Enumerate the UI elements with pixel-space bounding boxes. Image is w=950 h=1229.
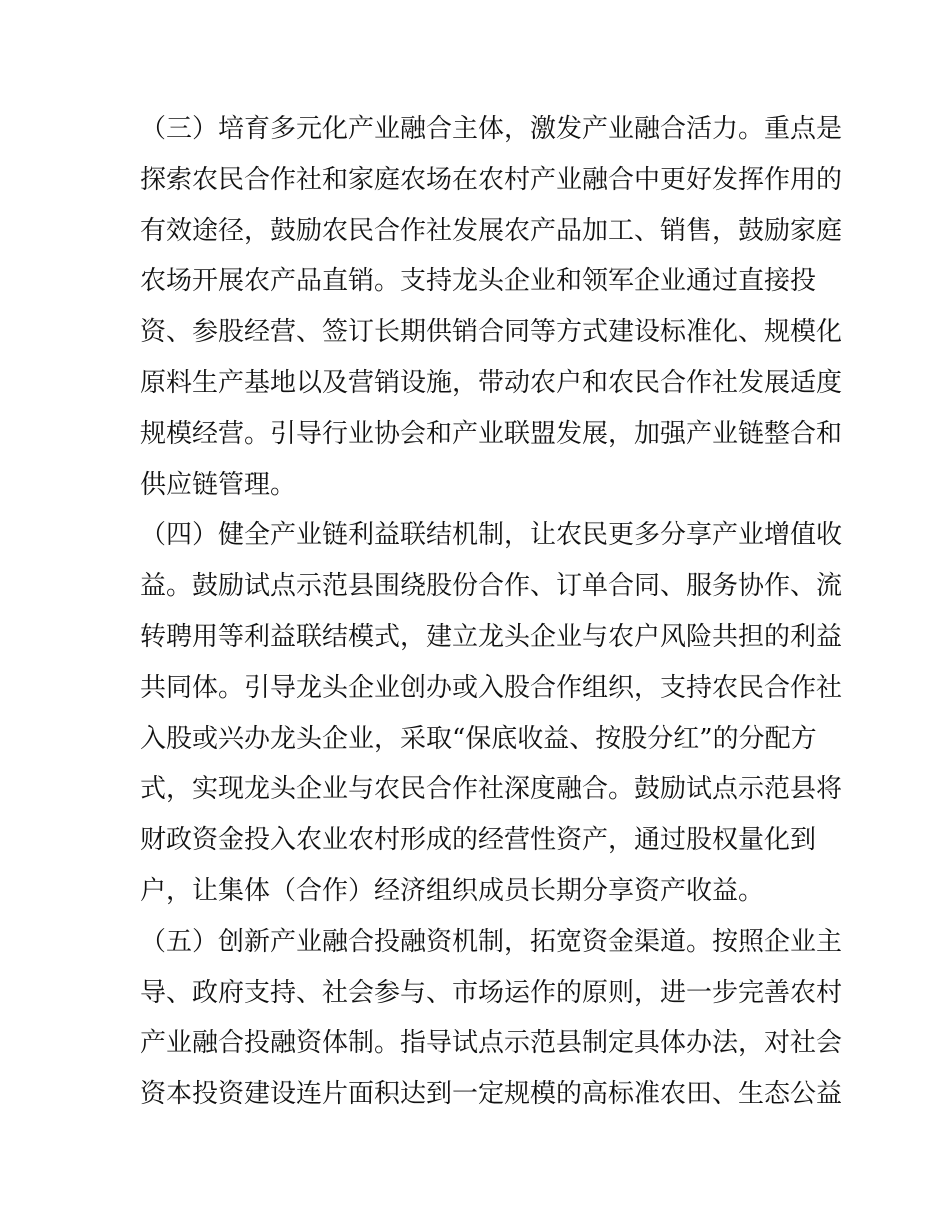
text-line: 共同体。引导龙头企业创办或入股合作组织，支持农民合作社 xyxy=(140,672,843,703)
text-line: 有效途径，鼓励农民合作社发展农产品加工、销售，鼓励家庭 xyxy=(140,215,843,246)
text-line: 转聘用等利益联结模式，建立龙头企业与农户风险共担的利益 xyxy=(140,621,843,652)
text-line: 导、政府支持、社会参与、市场运作的原则，进一步完善农村 xyxy=(140,977,843,1008)
text-line: （四）健全产业链利益联结机制，让农民更多分享产业增值收 xyxy=(140,520,843,551)
text-line: 规模经营。引导行业协会和产业联盟发展，加强产业链整合和 xyxy=(140,418,843,449)
text-line: 探索农民合作社和家庭农场在农村产业融合中更好发挥作用的 xyxy=(140,164,843,195)
body-text xyxy=(140,104,843,1120)
text-line: 产业融合投融资体制。指导试点示范县制定具体办法，对社会 xyxy=(140,1028,843,1059)
text-line: 益。鼓励试点示范县围绕股份合作、订单合同、服务协作、流 xyxy=(140,571,843,602)
text-line: 入股或兴办龙头企业，采取“保底收益、按股分红”的分配方 xyxy=(140,723,817,754)
text-line: 财政资金投入农业农村形成的经营性资产，通过股权量化到 xyxy=(140,825,817,856)
text-line: 资、参股经营、签订长期供销合同等方式建设标准化、规模化 xyxy=(140,317,843,348)
text-line: 供应链管理。 xyxy=(140,469,297,500)
text-line: （三）培育多元化产业融合主体，激发产业融合活力。重点是 xyxy=(140,114,843,144)
text-line: （五）创新产业融合投融资机制，拓宽资金渠道。按照企业主 xyxy=(140,926,843,957)
text-line: 农场开展农产品直销。支持龙头企业和领军企业通过直接投 xyxy=(140,266,817,297)
text-line: 原料生产基地以及营销设施，带动农户和农民合作社发展适度 xyxy=(140,367,843,398)
text-line: 式，实现龙头企业与农民合作社深度融合。鼓励试点示范县将 xyxy=(140,774,843,805)
text-line: 资本投资建设连片面积达到一定规模的高标准农田、生态公益 xyxy=(140,1079,843,1110)
text-line: 户，让集体（合作）经济组织成员长期分享资产收益。 xyxy=(140,875,765,906)
